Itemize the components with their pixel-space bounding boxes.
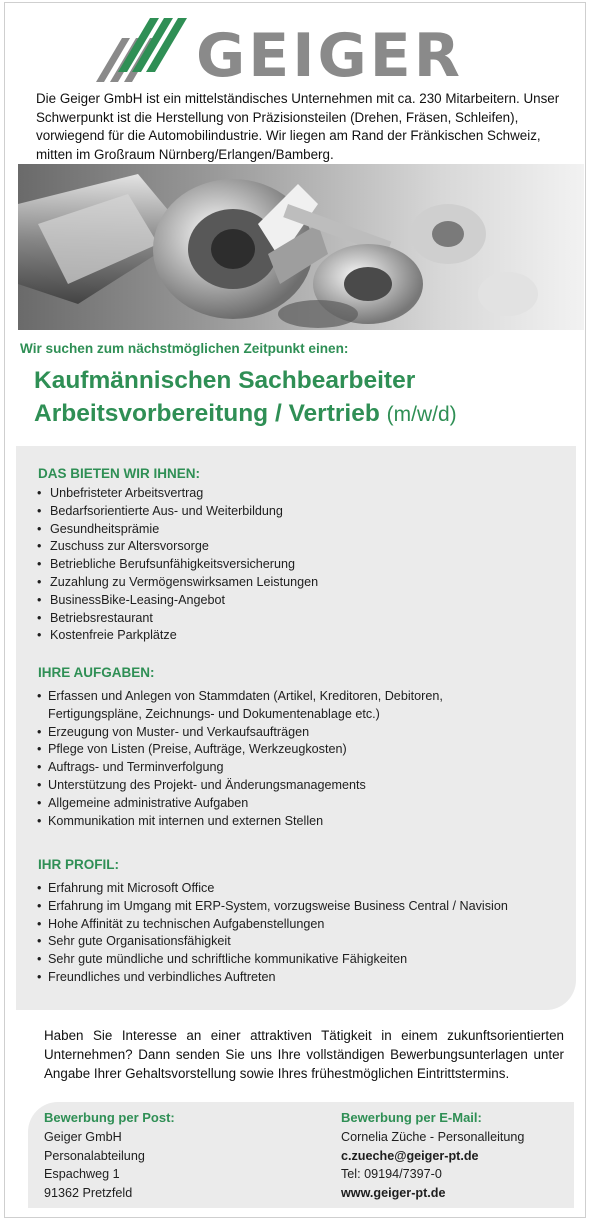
post-department: Personalabteilung	[44, 1148, 145, 1163]
list-item: • Betriebsrestaurant	[36, 610, 318, 628]
list-item: • Auftrags- und Terminverfolgung	[36, 759, 506, 777]
profile-heading: IHR PROFIL:	[38, 857, 119, 872]
precision-parts-photo	[18, 164, 584, 330]
job-title	[34, 364, 574, 431]
list-item: • Zuschuss zur Altersvorsorge	[36, 538, 318, 556]
list-item: • Bedarfsorientierte Aus- und Weiterbildung	[36, 503, 318, 521]
post-heading: Bewerbung per Post:	[44, 1110, 175, 1125]
email-heading: Bewerbung per E-Mail:	[341, 1110, 482, 1125]
search-intro: Wir suchen zum nächstmöglichen Zeitpunkt einen:	[20, 341, 349, 356]
list-item: • Zuzahlung zu Vermögenswirksamen Leistungen	[36, 574, 318, 592]
list-item: • Erfahrung im Umgang mit ERP-System, vorzugsweise Business Central / Navision	[36, 898, 566, 916]
offer-list	[36, 485, 318, 645]
closing-text: Haben Sie Interesse an einer attraktiven Tätigkeit in einem zukunftsorientierten Unternehmen? Dann senden Sie uns Ihre vollständigen Bewerbungsunterlagen unter Angabe Ihrer Gehaltsvorstellung sowie Ihres frühestmöglichen Eintrittstermins.	[44, 1028, 564, 1081]
job-title-gender: (m/w/d)	[386, 403, 457, 426]
post-company: Geiger GmbH	[44, 1129, 122, 1144]
company-intro: Die Geiger GmbH ist ein mittelständisches Unternehmen mit ca. 230 Mitarbeitern. Unser Schwerpunkt ist die Herstellung von Präzisionsteilen (Drehen, Fräsen, Schleifen), vorwiegend für die Automobilindustrie. Wir liegen am Rand der Fränkischen Schweiz, mitten im Großraum Nürnberg/Erlangen/Bamberg.	[36, 91, 560, 162]
list-item: • Hohe Affinität zu technischen Aufgabenstellungen	[36, 916, 566, 934]
job-title-main: Arbeitsvorbereitung / Vertrieb	[34, 400, 380, 427]
list-item: • Gesundheitsprämie	[36, 521, 318, 539]
tasks-heading: IHRE AUFGABEN:	[38, 665, 155, 680]
contact-email	[341, 1109, 524, 1203]
job-title-line2	[34, 397, 574, 431]
contact-person: Cornelia Züche - Personalleitung	[341, 1129, 525, 1144]
list-item: • Kommunikation mit internen und externen Stellen	[36, 813, 506, 831]
phone-number: Tel: 09194/7397-0	[341, 1167, 442, 1182]
geiger-logo-mark-icon	[92, 16, 188, 84]
website-link[interactable]: www.geiger-pt.de	[341, 1186, 446, 1201]
job-title-line1: Kaufmännischen Sachbearbeiter	[34, 367, 416, 394]
logo-wordmark: GEIGER	[196, 21, 463, 91]
list-item: • Sehr gute Organisationsfähigkeit	[36, 933, 566, 951]
offer-heading: DAS BIETEN WIR IHNEN:	[38, 466, 200, 481]
list-item: • Unterstützung des Projekt- und Änderungsmanagements	[36, 777, 506, 795]
list-item: • Freundliches und verbindliches Auftreten	[36, 969, 566, 987]
list-item: • Erfassen und Anlegen von Stammdaten (Artikel, Kreditoren, Debitoren, Fertigungspläne, Zeichnungs- und Dokumentenablage etc.)	[36, 688, 506, 724]
list-item: • Erfahrung mit Microsoft Office	[36, 880, 566, 898]
email-link[interactable]: c.zueche@geiger-pt.de	[341, 1148, 479, 1163]
list-item: • Kostenfreie Parkplätze	[36, 627, 318, 645]
list-item: • Allgemeine administrative Aufgaben	[36, 795, 506, 813]
profile-list	[36, 880, 566, 987]
company-logo	[92, 16, 512, 91]
list-item: • Pflege von Listen (Preise, Aufträge, Werkzeugkosten)	[36, 741, 506, 759]
tasks-list	[36, 688, 506, 830]
list-item: • Unbefristeter Arbeitsvertrag	[36, 485, 318, 503]
post-city: 91362 Pretzfeld	[44, 1186, 133, 1201]
list-item: • Sehr gute mündliche und schriftliche kommunikative Fähigkeiten	[36, 951, 566, 969]
contact-post	[44, 1109, 175, 1203]
list-item: • Erzeugung von Muster- und Verkaufsaufträgen	[36, 724, 506, 742]
list-item: • Betriebliche Berufsunfähigkeitsversicherung	[36, 556, 318, 574]
list-item: • BusinessBike-Leasing-Angebot	[36, 592, 318, 610]
post-street: Espachweg 1	[44, 1167, 120, 1182]
